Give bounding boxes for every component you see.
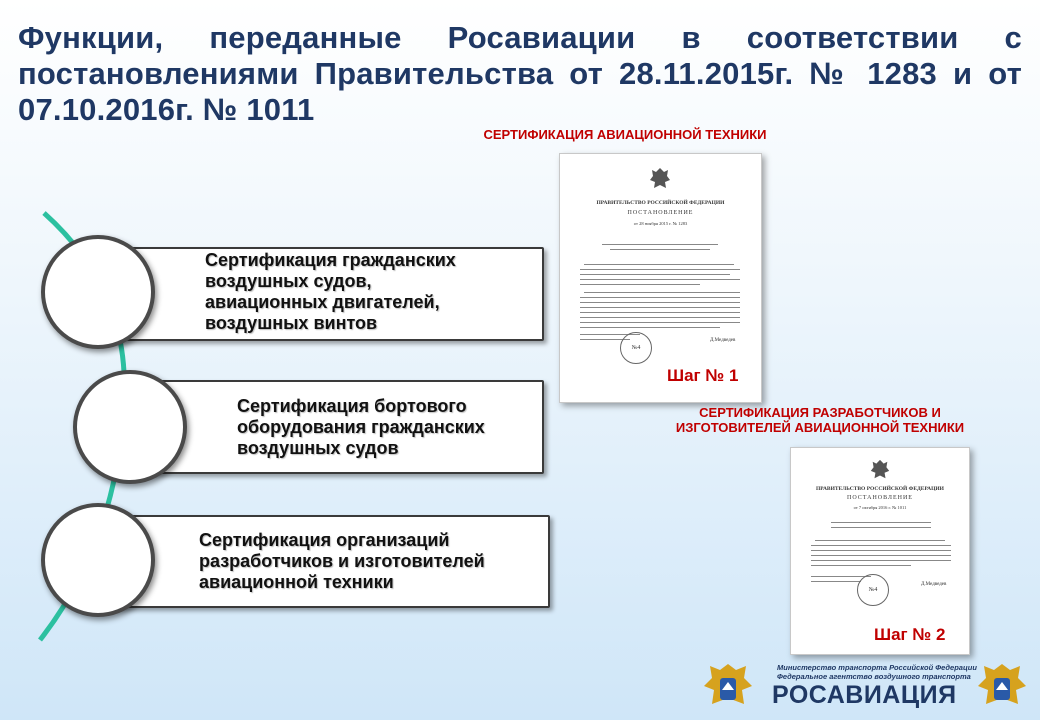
caption-aviation-equipment: СЕРТИФИКАЦИЯ АВИАЦИОННОЙ ТЕХНИКИ [483, 127, 767, 142]
step-1-label: Шаг № 1 [667, 366, 739, 385]
doc1-seal: №4 [620, 332, 652, 364]
emblem-left-icon [700, 660, 756, 718]
logo-agency: Федеральное агентство воздушного транспорта [777, 672, 971, 681]
doc1-date: от 28 ноября 2015 г. № 1283 [633, 221, 688, 226]
doc1-heading: ПРАВИТЕЛЬСТВО РОССИЙСКОЙ ФЕДЕРАЦИИ [596, 200, 725, 206]
function-text-2: Сертификация бортового оборудования гражданских воздушных судов [237, 396, 485, 458]
step-2-label: Шаг № 2 [874, 625, 946, 644]
doc1-type: ПОСТАНОВЛЕНИЕ [627, 210, 694, 216]
page-title: Функции, переданные Росавиации в соответствии с постановлениями Правительства от 28.11.2015г. № 1283 и от 07.10.2016г. № 1011 [18, 20, 1022, 127]
coat-of-arms-icon [648, 166, 672, 192]
doc2-heading: ПРАВИТЕЛЬСТВО РОССИЙСКОЙ ФЕДЕРАЦИИ [816, 486, 944, 492]
doc2-type: ПОСТАНОВЛЕНИЕ [847, 495, 913, 501]
logo-rosaviatsiya: РОСАВИАЦИЯ [772, 681, 957, 709]
function-text-1: Сертификация гражданских воздушных судов, авиационных двигателей, воздушных винтов [205, 250, 456, 333]
function-text-3: Сертификация организаций разработчиков и изготовителей авиационной техники [199, 530, 485, 592]
doc2-seal: №4 [857, 574, 889, 606]
emblem-right-icon [974, 660, 1030, 718]
doc2-signature: Д.Медведев [921, 582, 947, 587]
doc2-date: от 7 октября 2016 г. № 1011 [853, 505, 907, 510]
coat-of-arms-icon [869, 458, 891, 482]
bullet-circle-1 [41, 235, 155, 349]
doc1-signature: Д.Медведев [710, 338, 736, 343]
logo-ministry: Министерство транспорта Российской Федерации [777, 663, 977, 672]
bullet-circle-2 [73, 370, 187, 484]
bullet-circle-3 [41, 503, 155, 617]
caption-developers-manufacturers: СЕРТИФИКАЦИЯ РАЗРАБОТЧИКОВ И ИЗГОТОВИТЕЛЕЙ АВИАЦИОННОЙ ТЕХНИКИ [675, 405, 965, 435]
decree-document-2[interactable] [790, 447, 970, 655]
